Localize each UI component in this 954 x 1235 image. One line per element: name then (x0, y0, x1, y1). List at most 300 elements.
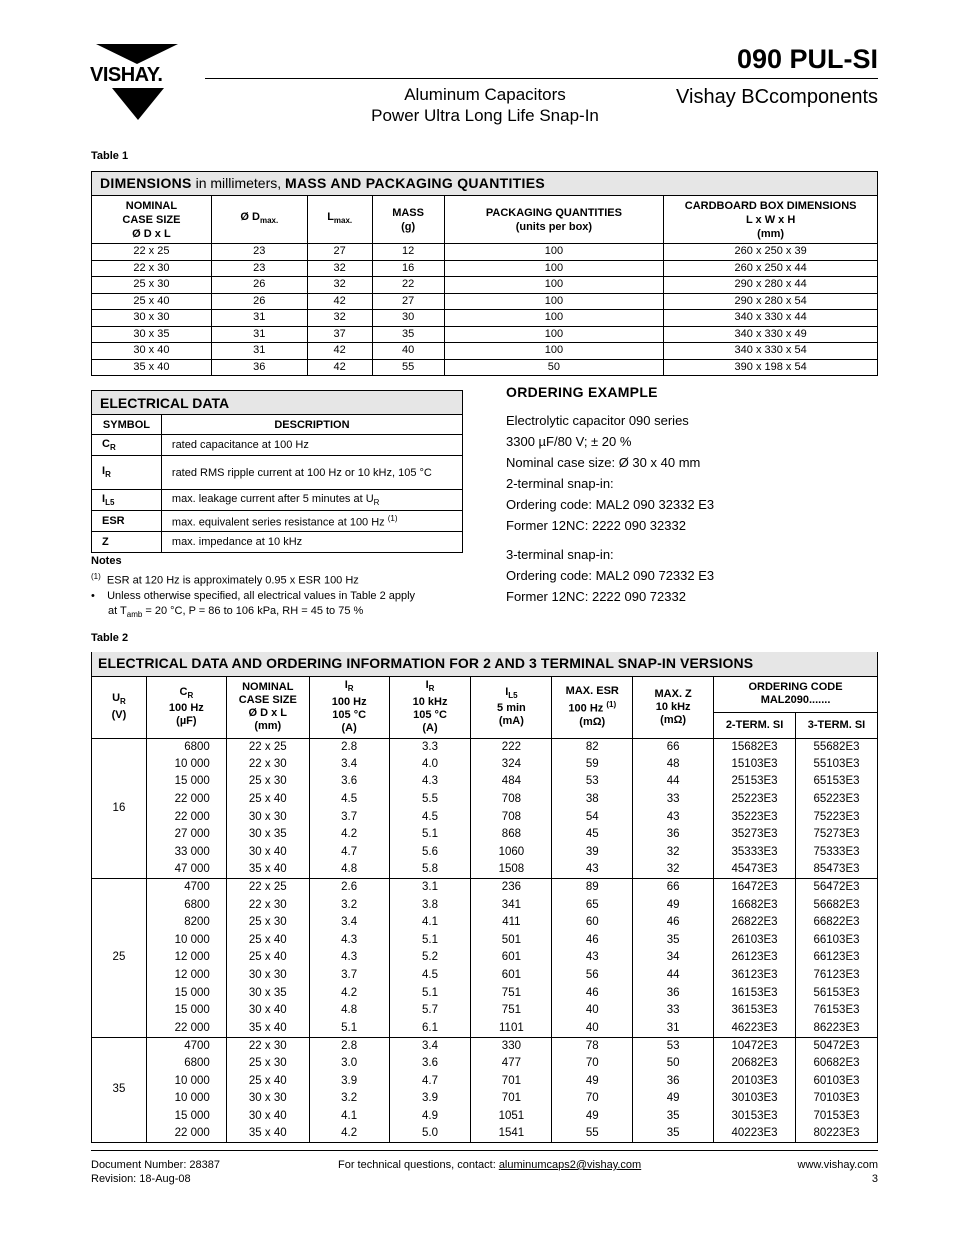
table-cell: 1508 (471, 861, 552, 879)
table-cell: 76123E3 (796, 967, 878, 985)
table-cell: 22 000 (146, 1020, 226, 1038)
table-cell: 708 (471, 808, 552, 826)
table-cell: 4.5 (309, 791, 389, 809)
table-cell: 32 (307, 277, 372, 294)
voltage-cell: 16 (92, 738, 147, 879)
table-cell: 23 (211, 260, 307, 277)
table-cell: 45 (552, 826, 633, 844)
table-cell: 35 (633, 932, 714, 950)
table-cell: 50472E3 (796, 1037, 878, 1055)
table-cell: 42 (307, 293, 372, 310)
table-cell: 31 (211, 343, 307, 360)
table-cell: 3.9 (389, 1090, 471, 1108)
table-row (92, 896, 878, 914)
table-cell: 55 (552, 1125, 633, 1143)
table-cell: 33 (633, 1002, 714, 1020)
table-cell: 10 000 (146, 932, 226, 950)
table-cell: 15 000 (146, 773, 226, 791)
table-cell: 31 (211, 326, 307, 343)
electrical-data-table (91, 390, 463, 553)
col-description: DESCRIPTION (161, 415, 462, 435)
table-cell: 35 (372, 326, 444, 343)
table-cell: 48 (633, 756, 714, 774)
table-cell: 23 (211, 244, 307, 261)
table-cell: 30 x 30 (226, 1090, 309, 1108)
table-cell: 22 x 30 (226, 1037, 309, 1055)
table-cell: 25153E3 (714, 773, 796, 791)
table-cell: 22 x 25 (226, 879, 309, 897)
company-name: Vishay BCcomponents (676, 86, 878, 108)
table-cell: 65 (552, 896, 633, 914)
note-2-cont: at $T_{amb} = 20$ °C, P = 86 to 106 kPa, RH = 45 to 75 % (108, 604, 364, 619)
table-row (92, 260, 878, 277)
table-cell: 4700 (146, 1037, 226, 1055)
table-cell: 26 (211, 277, 307, 294)
logo-text: VISHAY. (90, 64, 163, 86)
table-cell: 236 (471, 879, 552, 897)
col-ir-10khz: $I_R$ 10 kHz 105 °C (A) (389, 676, 471, 738)
table1-header-row (92, 196, 878, 244)
table-row (92, 1002, 878, 1020)
table-cell: 56153E3 (796, 984, 878, 1002)
table-row (92, 1020, 878, 1038)
table-cell: 70103E3 (796, 1090, 878, 1108)
table-cell: 25 x 40 (226, 932, 309, 950)
ordering-line-4: 2-terminal snap-in: (506, 476, 614, 491)
table-cell: 4.8 (309, 861, 389, 879)
table-cell: 5.8 (389, 861, 471, 879)
table-row (92, 756, 878, 774)
footer-right (798, 1158, 878, 1186)
table-cell: 85473E3 (796, 861, 878, 879)
table-cell: 4.0 (389, 756, 471, 774)
table-cell: 411 (471, 914, 552, 932)
table-cell: 100 (444, 277, 664, 294)
table-cell: 16 (372, 260, 444, 277)
table-cell: 65223E3 (796, 791, 878, 809)
table-cell: 4.1 (389, 914, 471, 932)
table-cell: 3.3 (389, 738, 471, 756)
table-cell: 46 (552, 984, 633, 1002)
table-cell: 15682E3 (714, 738, 796, 756)
table-cell: 38 (552, 791, 633, 809)
table-cell: 35 (633, 1107, 714, 1125)
col-case-size: NOMINAL CASE SIZE Ø D x L (mm) (226, 676, 309, 738)
table-row (92, 826, 878, 844)
table-cell: 40 (552, 1002, 633, 1020)
table-row (92, 456, 463, 490)
table-cell: 30 x 35 (226, 826, 309, 844)
table-cell: 40 (372, 343, 444, 360)
table-cell: 27 (372, 293, 444, 310)
table-cell: 2.8 (309, 738, 389, 756)
subtitle-line-2: Power Ultra Long Life Snap-In (371, 106, 599, 125)
table-cell: 35 (633, 1125, 714, 1143)
description-cell: rated RMS ripple current at 100 Hz or 10 kHz, 105 °C (161, 456, 462, 490)
table-cell: 60682E3 (796, 1055, 878, 1073)
table-cell: 20103E3 (714, 1072, 796, 1090)
table-cell: 12 000 (146, 967, 226, 985)
table-cell: 25 x 30 (226, 773, 309, 791)
table-cell: 35273E3 (714, 826, 796, 844)
table-row (92, 914, 878, 932)
table-cell: 32 (307, 260, 372, 277)
table-cell: 60 (552, 914, 633, 932)
table-cell: 30 x 40 (226, 1107, 309, 1125)
table-cell: 5.1 (389, 984, 471, 1002)
table-cell: 3.6 (389, 1055, 471, 1073)
table-row (92, 808, 878, 826)
table-cell: 25 x 30 (92, 277, 212, 294)
col-il5: $I_{L5}$ 5 min (mA) (471, 676, 552, 738)
table-cell: 36 (633, 984, 714, 1002)
table-cell: 751 (471, 1002, 552, 1020)
table-row (92, 435, 463, 456)
table-cell: 53 (552, 773, 633, 791)
table-cell: 12 (372, 244, 444, 261)
symbol-cell: $I_{L5}$ (92, 490, 162, 511)
table-cell: 8200 (146, 914, 226, 932)
table-cell: 25 x 30 (226, 914, 309, 932)
logo-triangle-top (96, 44, 178, 64)
table-cell: 3.0 (309, 1055, 389, 1073)
ordering-example (506, 384, 876, 607)
table-cell: 340 x 330 x 49 (664, 326, 878, 343)
table-cell: 16682E3 (714, 896, 796, 914)
table-cell: 55103E3 (796, 756, 878, 774)
table-cell: 16472E3 (714, 879, 796, 897)
ordering-line-1: Electrolytic capacitor 090 series (506, 413, 689, 428)
table-cell: 4.7 (389, 1072, 471, 1090)
table-cell: 26123E3 (714, 949, 796, 967)
table-row (92, 1072, 878, 1090)
table-cell: 3.4 (389, 1037, 471, 1055)
table-cell: 4.7 (309, 844, 389, 862)
table-cell: 22 x 30 (226, 756, 309, 774)
table-row (92, 359, 878, 376)
table-cell: 290 x 280 x 44 (664, 277, 878, 294)
symbol-cell: Z (92, 532, 162, 553)
col-lmax: $L_{max.}$ (307, 196, 372, 244)
table-cell: 6800 (146, 1055, 226, 1073)
table-cell: 100 (444, 310, 664, 327)
table-cell: 4.9 (389, 1107, 471, 1125)
col-dmax: Ø $D_{max.}$ (211, 196, 307, 244)
table-cell: 35 x 40 (92, 359, 212, 376)
table2-label: Table 2 (91, 632, 129, 644)
table-cell: 100 (444, 293, 664, 310)
table-cell: 601 (471, 967, 552, 985)
table-row (92, 1107, 878, 1125)
table-cell: 70153E3 (796, 1107, 878, 1125)
table-cell: 35 x 40 (226, 1125, 309, 1143)
table-cell: 66103E3 (796, 932, 878, 950)
table-cell: 3.2 (309, 1090, 389, 1108)
website: www.vishay.com (797, 1159, 878, 1171)
table-cell: 50 (444, 359, 664, 376)
table-cell: 35333E3 (714, 844, 796, 862)
table-cell: 37 (307, 326, 372, 343)
table-cell: 15103E3 (714, 756, 796, 774)
table-cell: 55 (372, 359, 444, 376)
table-cell: 5.1 (389, 826, 471, 844)
table-cell: 4.3 (309, 932, 389, 950)
table-cell: 75333E3 (796, 844, 878, 862)
table-row (92, 293, 878, 310)
table-cell: 26822E3 (714, 914, 796, 932)
table-cell: 43 (633, 808, 714, 826)
table-cell: 22 x 30 (92, 260, 212, 277)
table-row (92, 791, 878, 809)
table-cell: 701 (471, 1072, 552, 1090)
table-cell: 40223E3 (714, 1125, 796, 1143)
table-cell: 56472E3 (796, 879, 878, 897)
symbol-cell: $I_R$ (92, 456, 162, 490)
table-cell: 15 000 (146, 984, 226, 1002)
table-cell: 27 000 (146, 826, 226, 844)
table-cell: 10 000 (146, 1072, 226, 1090)
table-cell: 66822E3 (796, 914, 878, 932)
note-1: $^{(1)}$ ESR at 120 Hz is approximately 0.95 x ESR 100 Hz (91, 572, 359, 587)
table-cell: 501 (471, 932, 552, 950)
revision: Revision: 18-Aug-08 (91, 1173, 191, 1185)
table-cell: 33 (633, 791, 714, 809)
table-cell: 25 x 40 (226, 1072, 309, 1090)
table-cell: 60103E3 (796, 1072, 878, 1090)
table-cell: 43 (552, 949, 633, 967)
table-row (92, 773, 878, 791)
table-cell: 6800 (146, 738, 226, 756)
table-cell: 82 (552, 738, 633, 756)
table-cell: 32 (307, 310, 372, 327)
table-cell: 50 (633, 1055, 714, 1073)
col-mass: MASS (g) (372, 196, 444, 244)
table-cell: 3.1 (389, 879, 471, 897)
table-cell: 32 (633, 844, 714, 862)
footer-left (91, 1158, 220, 1186)
electrical-banner: ELECTRICAL DATA (92, 391, 463, 415)
table-cell: 75223E3 (796, 808, 878, 826)
table-row (92, 1125, 878, 1143)
col-3-term: 3-TERM. SI (796, 712, 878, 738)
table-row (92, 1055, 878, 1073)
table-row (92, 511, 463, 532)
table-cell: 36 (211, 359, 307, 376)
table-cell: 5.5 (389, 791, 471, 809)
col-case-size: NOMINAL CASE SIZE Ø D x L (92, 196, 212, 244)
table-cell: 45473E3 (714, 861, 796, 879)
table-cell: 56 (552, 967, 633, 985)
contact-prefix: For technical questions, contact: (338, 1159, 499, 1171)
col-ur: $U_R$ (V) (92, 676, 147, 738)
description-cell: rated capacitance at 100 Hz (161, 435, 462, 456)
document-title: 090 PUL-SI (736, 44, 878, 74)
table-cell: 30 x 35 (92, 326, 212, 343)
table-cell: 4.2 (309, 1125, 389, 1143)
table-cell: 36123E3 (714, 967, 796, 985)
table-cell: 70 (552, 1090, 633, 1108)
table-cell: 49 (552, 1072, 633, 1090)
table-cell: 22 x 30 (226, 896, 309, 914)
table-row (92, 1090, 878, 1108)
contact-email-link[interactable]: aluminumcaps2@vishay.com (498, 1159, 642, 1171)
table-row (92, 532, 463, 553)
table-cell: 35 x 40 (226, 1020, 309, 1038)
vishay-logo (90, 44, 184, 120)
table-cell: 751 (471, 984, 552, 1002)
footer-contact (338, 1158, 641, 1172)
table-cell: 5.0 (389, 1125, 471, 1143)
table-cell: 30 x 40 (226, 1002, 309, 1020)
ordering-line-7: 3-terminal snap-in: (506, 547, 614, 562)
table-cell: 4.1 (309, 1107, 389, 1125)
table-cell: 34 (633, 949, 714, 967)
table-cell: 4.8 (309, 1002, 389, 1020)
table-cell: 4.5 (389, 967, 471, 985)
table-cell: 39 (552, 844, 633, 862)
table-cell: 4700 (146, 879, 226, 897)
table-cell: 75273E3 (796, 826, 878, 844)
note-2: • Unless otherwise specified, all electrical values in Table 2 apply (91, 589, 416, 602)
document-subtitle (360, 84, 610, 126)
table-cell: 3.6 (309, 773, 389, 791)
table-cell: 32 (633, 861, 714, 879)
table-cell: 4.2 (309, 826, 389, 844)
table-row (92, 277, 878, 294)
table-cell: 27 (307, 244, 372, 261)
table-cell: 484 (471, 773, 552, 791)
electrical-ordering-table (91, 652, 878, 1143)
table-cell: 701 (471, 1090, 552, 1108)
table-cell: 4.3 (389, 773, 471, 791)
col-box-dimensions: CARDBOARD BOX DIMENSIONS L x W x H (mm) (664, 196, 878, 244)
col-ir-100hz: $I_R$ 100 Hz 105 °C (A) (309, 676, 389, 738)
table-cell: 80223E3 (796, 1125, 878, 1143)
table-cell: 5.1 (309, 1020, 389, 1038)
table-cell: 66 (633, 738, 714, 756)
table-cell: 5.7 (389, 1002, 471, 1020)
table-cell: 10 000 (146, 1090, 226, 1108)
table-cell: 25 x 40 (92, 293, 212, 310)
table-cell: 42 (307, 343, 372, 360)
table-row (92, 738, 878, 756)
table-cell: 6800 (146, 896, 226, 914)
table-cell: 25 x 30 (226, 1055, 309, 1073)
table-cell: 49 (633, 1090, 714, 1108)
table-cell: 10472E3 (714, 1037, 796, 1055)
table-cell: 3.7 (309, 967, 389, 985)
table-cell: 46 (552, 932, 633, 950)
table-cell: 340 x 330 x 44 (664, 310, 878, 327)
table-cell: 22 000 (146, 1125, 226, 1143)
table-cell: 22 x 25 (226, 738, 309, 756)
col-max-esr: MAX. ESR 100 Hz $^{(1)}$ (mΩ) (552, 676, 633, 738)
header-rule (205, 78, 878, 79)
ordering-line-3: Nominal case size: Ø 30 x 40 mm (506, 455, 701, 470)
table-cell: 46 (633, 914, 714, 932)
table-cell: 290 x 280 x 54 (664, 293, 878, 310)
table-cell: 5.2 (389, 949, 471, 967)
table-cell: 22 000 (146, 808, 226, 826)
table-cell: 100 (444, 343, 664, 360)
table-cell: 22 000 (146, 791, 226, 809)
table-cell: 70 (552, 1055, 633, 1073)
table-cell: 3.7 (309, 808, 389, 826)
voltage-cell: 25 (92, 879, 147, 1037)
table-cell: 3.4 (309, 914, 389, 932)
page-number: 3 (871, 1173, 878, 1185)
table-cell: 2.8 (309, 1037, 389, 1055)
table-cell: 30 x 35 (226, 984, 309, 1002)
table-cell: 30 x 30 (226, 967, 309, 985)
table-cell: 49 (552, 1107, 633, 1125)
table-cell: 12 000 (146, 949, 226, 967)
ordering-heading: ORDERING EXAMPLE (506, 384, 658, 400)
table-cell: 1101 (471, 1020, 552, 1038)
table-cell: 66 (633, 879, 714, 897)
table-row (92, 967, 878, 985)
subtitle-line-1: Aluminum Capacitors (404, 85, 566, 104)
table-cell: 49 (633, 896, 714, 914)
table-row (92, 244, 878, 261)
table-row (92, 861, 878, 879)
table-row (92, 490, 463, 511)
table-cell: 340 x 330 x 54 (664, 343, 878, 360)
table-cell: 477 (471, 1055, 552, 1073)
table2-banner: ELECTRICAL DATA AND ORDERING INFORMATION FOR 2 AND 3 TERMINAL SNAP-IN VERSIONS (92, 652, 878, 676)
table-cell: 43 (552, 861, 633, 879)
table-cell: 30 x 40 (226, 844, 309, 862)
col-ordering-code: ORDERING CODE MAL2090....... (714, 676, 878, 712)
table-cell: 260 x 250 x 44 (664, 260, 878, 277)
table-cell: 36 (633, 826, 714, 844)
table-cell: 3.2 (309, 896, 389, 914)
description-cell: max. equivalent series resistance at 100 Hz $^{(1)}$ (161, 511, 462, 532)
table-cell: 30 x 30 (92, 310, 212, 327)
table-cell: 4.5 (389, 808, 471, 826)
table-cell: 5.1 (389, 932, 471, 950)
table-cell: 22 (372, 277, 444, 294)
table-cell: 5.6 (389, 844, 471, 862)
table-row (92, 844, 878, 862)
table-row (92, 949, 878, 967)
col-2-term: 2-TERM. SI (714, 712, 796, 738)
table-cell: 6.1 (389, 1020, 471, 1038)
table-cell: 26103E3 (714, 932, 796, 950)
table-cell: 708 (471, 791, 552, 809)
description-cell: max. impedance at 10 kHz (161, 532, 462, 553)
table-cell: 53 (633, 1037, 714, 1055)
table-cell: 46223E3 (714, 1020, 796, 1038)
table-cell: 222 (471, 738, 552, 756)
table-cell: 25 x 40 (226, 791, 309, 809)
table-cell: 44 (633, 967, 714, 985)
table-cell: 65153E3 (796, 773, 878, 791)
table-row (92, 984, 878, 1002)
table-cell: 3.4 (309, 756, 389, 774)
table-row (92, 310, 878, 327)
table-cell: 26 (211, 293, 307, 310)
table-cell: 35223E3 (714, 808, 796, 826)
table-cell: 59 (552, 756, 633, 774)
notes-block (91, 554, 471, 622)
table-cell: 100 (444, 260, 664, 277)
table-cell: 100 (444, 244, 664, 261)
table-cell: 86223E3 (796, 1020, 878, 1038)
table-row (92, 932, 878, 950)
table-cell: 54 (552, 808, 633, 826)
table-cell: 78 (552, 1037, 633, 1055)
